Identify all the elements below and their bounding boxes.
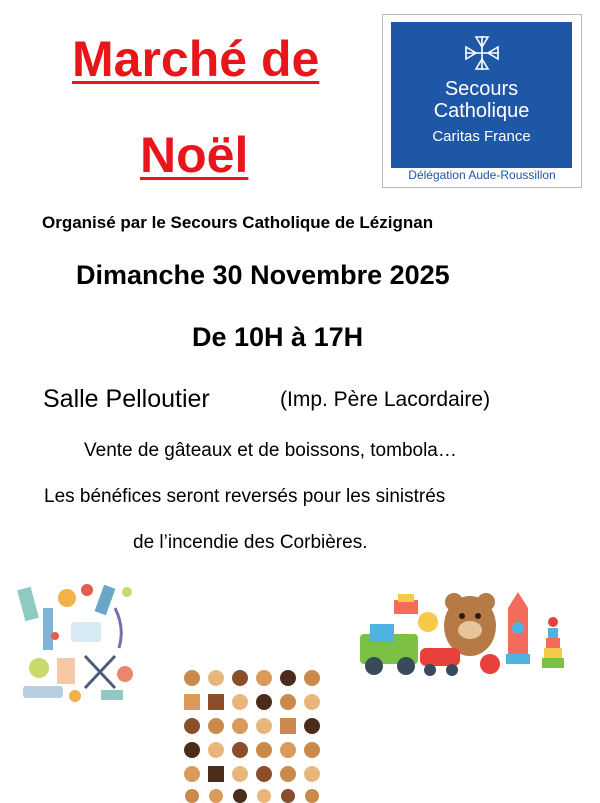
logo-delegation: Délégation Aude-Roussillon: [408, 168, 556, 182]
cross-icon: [463, 34, 501, 72]
sale-description: Vente de gâteaux et de boissons, tombola…: [84, 440, 457, 461]
title-line-2: Noël: [140, 127, 249, 183]
event-hours: De 10H à 17H: [192, 322, 364, 352]
sewing-supplies-illustration: [15, 578, 139, 706]
organizer-line: Organisé par le Secours Catholique de Lézignan: [42, 213, 434, 232]
profits-line-2: de l’incendie des Corbières.: [133, 532, 368, 553]
logo-word-caritas: Caritas France: [432, 128, 531, 145]
title-line-1: Marché de: [72, 31, 320, 87]
logo-word-secours: Secours: [444, 78, 519, 100]
profits-line-1: Les bénéfices seront reversés pour les sinistrés: [44, 486, 446, 507]
logo-blue-panel: [391, 22, 572, 168]
logo-word-catholique: Catholique: [433, 100, 530, 122]
toys-illustration: [360, 588, 565, 680]
cookies-illustration: [180, 668, 330, 803]
event-date: Dimanche 30 Novembre 2025: [76, 260, 450, 290]
venue-name: Salle Pelloutier: [43, 385, 210, 413]
secours-catholique-logo: [382, 14, 582, 188]
venue-detail: (Imp. Père Lacordaire): [280, 388, 491, 411]
